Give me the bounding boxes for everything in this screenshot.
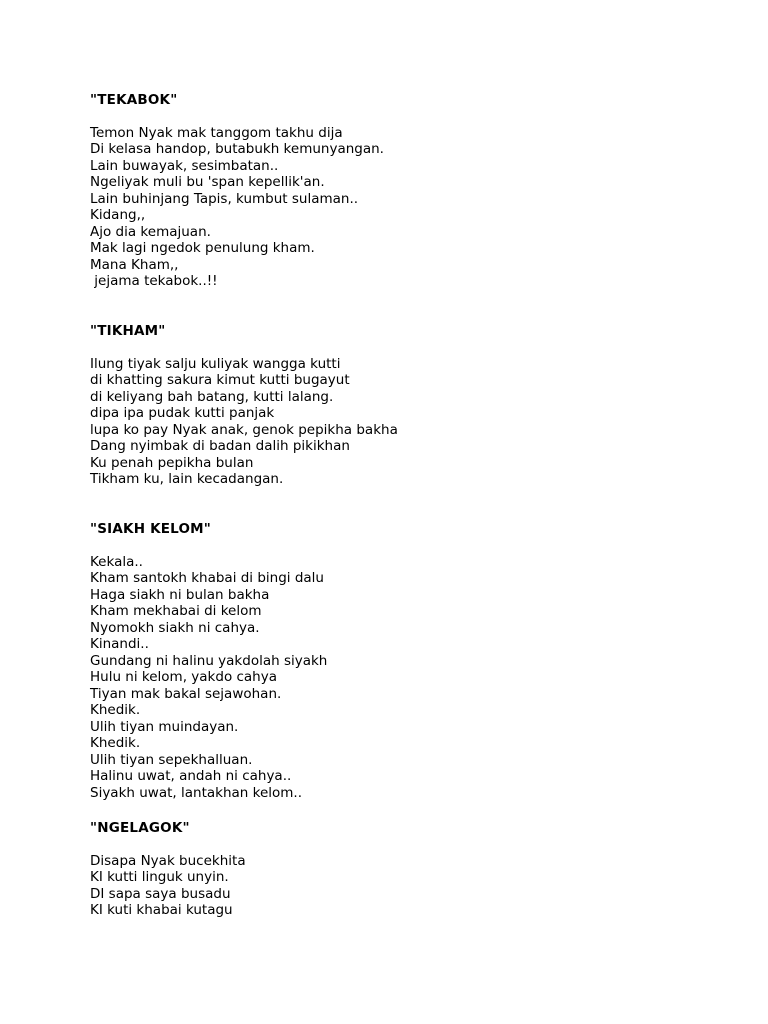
poem-line: Kekala.. (90, 553, 143, 570)
poem-line: Khedik. (90, 735, 141, 751)
poem-line: KI kuti khabai kutagu (90, 902, 233, 918)
poem-line: Ulih tiyan muindayan. (90, 718, 239, 735)
poem-body (90, 356, 690, 488)
poem-line: Ilung tiyak salju kuliyak wangga kutti (90, 355, 341, 372)
poem-line: di khatting sakura kimut kutti bugayut (90, 372, 350, 388)
poem-line: Tiyan mak bakal sejawohan. (90, 685, 282, 702)
poem-ngelagok (90, 820, 690, 919)
poem-line: Kham mekhabai di kelom (90, 603, 262, 619)
poem-line: Temon Nyak mak tanggom takhu dija (90, 124, 343, 141)
poem-line: Lain buhinjang Tapis, kumbut sulaman.. (90, 190, 359, 207)
poem-line: Kidang,, (90, 207, 146, 223)
poem-tikham (90, 323, 690, 488)
poem-line: Khedik. (90, 702, 141, 718)
poem-title: "TEKABOK" (90, 92, 178, 108)
poem-line: lupa ko pay Nyak anak, genok pepikha bakha (90, 421, 398, 438)
poem-line: Dang nyimbak di badan dalih pikikhan (90, 438, 350, 454)
poem-tekabok (90, 92, 690, 290)
poem-line: Siyakh uwat, lantakhan kelom.. (90, 784, 303, 801)
poem-title: "TIKHAM" (90, 323, 166, 339)
poem-line: Ngeliyak muli bu 'span kepellik'an. (90, 174, 325, 190)
poem-line: Halinu uwat, andah ni cahya.. (90, 768, 292, 784)
poem-line: Haga siakh ni bulan bakha (90, 586, 270, 603)
poem-siakh-kelom (90, 521, 690, 801)
poem-line: Lain buwayak, sesimbatan.. (90, 157, 279, 174)
poem-body (90, 125, 690, 290)
poem-line: Ku penah pepikha bulan (90, 454, 254, 471)
poem-line: Ajo dia kemajuan. (90, 223, 211, 240)
poem-body (90, 554, 690, 802)
poem-line: Kinandi.. (90, 636, 149, 652)
poem-line: Disapa Nyak bucekhita (90, 852, 246, 869)
poem-title: "SIAKH KELOM" (90, 521, 212, 537)
poem-line: jejama tekabok..!! (90, 273, 218, 289)
poem-line: dipa ipa pudak kutti panjak (90, 405, 275, 421)
poem-title: "NGELAGOK" (90, 820, 190, 836)
poem-line: DI sapa saya busadu (90, 885, 231, 902)
poem-line: Hulu ni kelom, yakdo cahya (90, 669, 278, 685)
poem-line: Gundang ni halinu yakdolah siyakh (90, 652, 328, 669)
poem-line: Tikham ku, lain kecadangan. (90, 471, 284, 487)
poem-line: Nyomokh siakh ni cahya. (90, 619, 260, 636)
poem-line: Ulih tiyan sepekhalluan. (90, 751, 253, 768)
poem-line: KI kutti linguk unyin. (90, 869, 229, 885)
poem-line: Mana Kham,, (90, 256, 179, 273)
poem-body (90, 853, 690, 919)
poem-line: Kham santokh khabai di bingi dalu (90, 570, 324, 586)
poem-line: di keliyang bah batang, kutti lalang. (90, 388, 334, 405)
poem-line: Di kelasa handop, butabukh kemunyangan. (90, 141, 384, 157)
poem-line: Mak lagi ngedok penulung kham. (90, 240, 315, 256)
